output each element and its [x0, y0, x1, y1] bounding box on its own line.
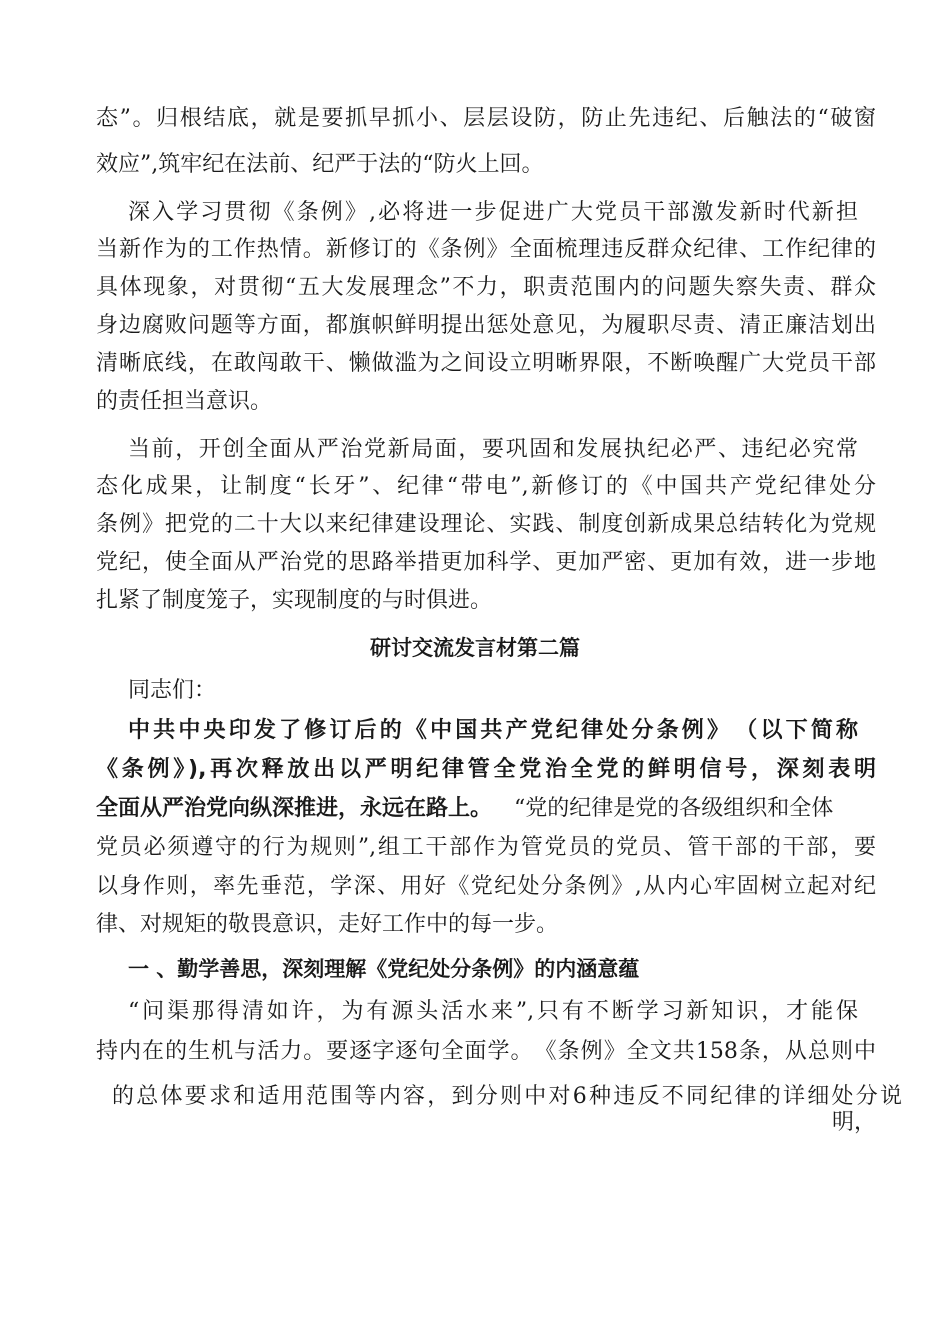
paragraph-5-line-1: “问渠那得清如许，为有源头活水来”,只有不断学习新知识，才能保 [128, 999, 858, 1024]
section-title: 研讨交流发言材第二篇 [370, 636, 580, 660]
paragraph-3-line-5: 扎紧了制度笼子，实现制度的与时俱进。 [96, 588, 493, 613]
paragraph-2-line-4: 身边腐败问题等方面，都旗帜鲜明提出惩处意见，为履职尽责、清正廉洁划出 [96, 313, 876, 338]
paragraph-2-line-3: 具体现象，对贯彻“五大发展理念”不力，职责范围内的问题失察失责、群众 [96, 275, 876, 300]
paragraph-2-line-1: 深入学习贯彻《条例》,必将进一步促进广大党员干部激发新时代新担 [128, 200, 858, 225]
paragraph-2-line-5: 清晰底线，在敢闯敢干、懒做滥为之间设立明晰界限，不断唤醒广大党员干部 [96, 351, 876, 376]
paragraph-5-line-3: 的总体要求和适用范围等内容，到分则中对6种违反不同纪律的详细处分说 [112, 1084, 902, 1109]
salutation: 同志们： [128, 678, 217, 703]
paragraph-4-line-4: 党员必须遵守的行为规则”,组工干部作为管党员的党员、管干部的干部，要 [96, 835, 876, 860]
paragraph-5-line-2: 持内在的生机与活力。要逐字逐句全面学。 《条例》全文共158条，从总则中 [96, 1039, 876, 1064]
paragraph-4-line-1: 中共中央印发了修订后的《中国共产党纪律处分条例》 （以下简称 [128, 718, 858, 743]
paragraph-3-line-4: 党纪，使全面从严治党的思路举措更加科学、更加严密、更加有效，进一步地 [96, 550, 876, 575]
paragraph-2-line-6: 的责任担当意识。 [96, 389, 273, 414]
paragraph-4-line-6: 律、对规矩的敬畏意识，走好工作中的每一步。 [96, 912, 559, 937]
heading-1: 一 、勤学善思，深刻理解《党纪处分条例》的内涵意蕴 [128, 957, 640, 981]
paragraph-1-line-2: 效应”,筑牢纪在法前、纪严于法的“防火上回。 [96, 152, 544, 177]
paragraph-4-line-3 [96, 794, 876, 824]
paragraph-4-line-2: 《条例》),再次释放出以严明纪律管全党治全党的鲜明信号，深刻表明 [96, 757, 876, 782]
paragraph-1-line-1: 态”。归根结底，就是要抓早抓小、层层设防，防止先违纪、后触法的“破窗 [96, 106, 876, 131]
paragraph-4-bold-phrase: 全面从严治党向纵深推进，永远在路上。 [96, 796, 493, 821]
paragraph-3-line-2: 态化成果，让制度“长牙”、纪律“带电”,新修订的《中国共产党纪律处分 [96, 474, 876, 499]
paragraph-4-quote-start: “党的纪律是党的各级组织和全体 [514, 796, 834, 821]
paragraph-5-line-4: 明， [831, 1110, 876, 1135]
paragraph-3-line-3: 条例》把党的二十大以来纪律建设理论、实践、制度创新成果总结转化为党规 [96, 512, 876, 537]
paragraph-4-line-5: 以身作则，率先垂范，学深、用好《党纪处分条例》,从内心牢固树立起对纪 [96, 874, 876, 899]
paragraph-3-line-1: 当前，开创全面从严治党新局面，要巩固和发展执纪必严、违纪必究常 [128, 437, 858, 462]
paragraph-2-line-2: 当新作为的工作热情。新修订的《条例》全面梳理违反群众纪律、工作纪律的 [96, 237, 876, 262]
